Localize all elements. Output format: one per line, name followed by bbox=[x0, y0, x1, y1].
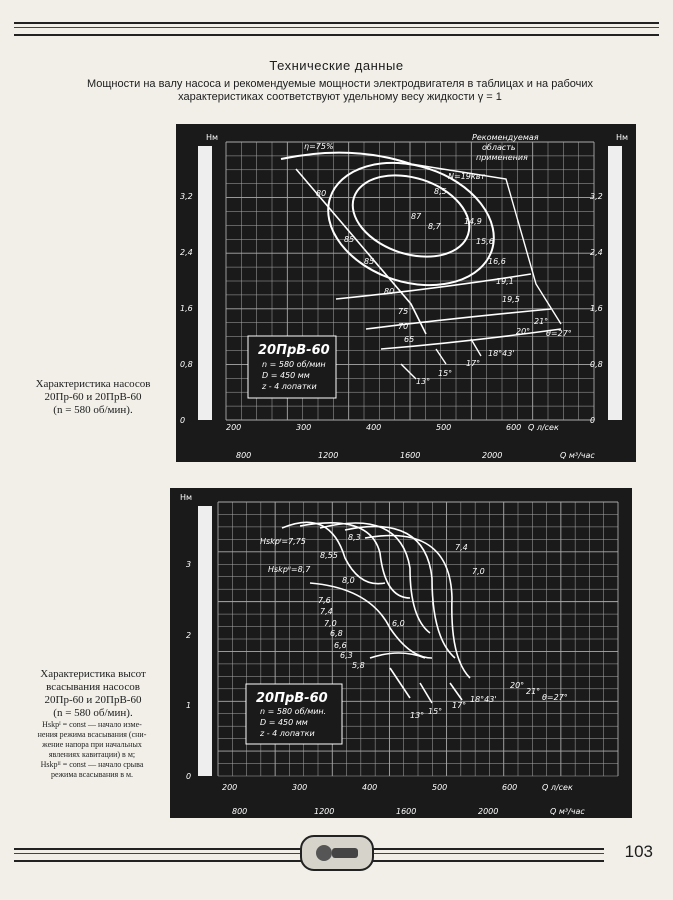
x-tick-label: 1200 bbox=[314, 807, 335, 816]
curve-label: 6,8 bbox=[330, 629, 343, 638]
figure2-note bbox=[14, 720, 170, 780]
figure2-hsk2-label: Hskpᴵᴵ=8,7 bbox=[268, 565, 311, 574]
figure1-recommended-2: область bbox=[482, 143, 516, 152]
y-tick-label: 3 bbox=[186, 560, 192, 569]
x-tick-label: 2000 bbox=[478, 807, 499, 816]
curve-label: 5,8 bbox=[352, 661, 365, 670]
curve-label: 7,0 bbox=[324, 619, 337, 628]
angle-label: 17° bbox=[452, 701, 467, 710]
y-tick-label: 1,6 bbox=[180, 304, 193, 313]
figure1-x-unit: Q л/сек bbox=[528, 423, 559, 432]
curve-label: 6,6 bbox=[334, 641, 347, 650]
figure2-spec-d: D = 450 мм bbox=[260, 718, 308, 727]
curve-label: 14,9 bbox=[464, 217, 482, 226]
y-tick-label: 0 bbox=[186, 772, 192, 781]
figure1-chart bbox=[176, 124, 636, 462]
curve-label: 70 bbox=[398, 322, 409, 331]
x-tick-label: 400 bbox=[366, 423, 382, 432]
subtitle-line-1: Мощности на валу насоса и рекомендуемые мощности электродвигателя в таблицах и на рабочих bbox=[86, 78, 594, 90]
x-tick-label: 1600 bbox=[400, 451, 421, 460]
figure1-recommended-3: применения bbox=[476, 153, 528, 162]
x-tick-label: 600 bbox=[506, 423, 522, 432]
caption-line: (n = 580 об/мин). bbox=[53, 404, 133, 416]
caption-line: Характеристика высот bbox=[40, 668, 146, 680]
caption-line: 20Пр-60 и 20ПрВ-60 bbox=[44, 694, 142, 706]
figure2-y-label: Нм bbox=[180, 493, 193, 502]
figure1-spec-n: n = 580 об/мин bbox=[262, 360, 326, 369]
y-tick-label: 0,8 bbox=[180, 360, 193, 369]
y-tick-label: 2,4 bbox=[590, 248, 603, 257]
figure1-right-scale-bar bbox=[608, 146, 622, 420]
curve-label: 8,5 bbox=[434, 187, 447, 196]
angle-label: θ=27° bbox=[542, 693, 568, 702]
curve-label: 87 bbox=[411, 212, 422, 221]
x-tick-label: 800 bbox=[232, 807, 248, 816]
curve-label: 8,7 bbox=[428, 222, 441, 231]
y-tick-label: 3,2 bbox=[180, 192, 193, 201]
angle-label: 21° bbox=[534, 317, 549, 326]
x-tick-label: 2000 bbox=[482, 451, 503, 460]
curve-label: 7,4 bbox=[455, 543, 468, 552]
figure1-left-scale-bar bbox=[198, 146, 212, 420]
top-rule bbox=[14, 22, 659, 36]
y-tick-label: 0 bbox=[180, 416, 186, 425]
x-tick-label: 500 bbox=[436, 423, 452, 432]
figure1-x-unit-m3: Q м³/час bbox=[560, 451, 595, 460]
figure1-spec-d: D = 450 мм bbox=[262, 371, 310, 380]
angle-label: 18°43' bbox=[470, 695, 497, 704]
figure2-x-unit: Q л/сек bbox=[542, 783, 573, 792]
angle-label: 17° bbox=[466, 359, 481, 368]
curve-label: 7,6 bbox=[318, 596, 331, 605]
page-subtitle bbox=[40, 78, 640, 104]
x-tick-label: 200 bbox=[226, 423, 242, 432]
note-line: нения режима всасывания (сни- bbox=[37, 730, 147, 739]
x-tick-label: 800 bbox=[236, 451, 252, 460]
curve-label: 85 bbox=[344, 235, 355, 244]
figure2-spec-n: n = 580 об/мин. bbox=[260, 707, 327, 716]
x-tick-label: 500 bbox=[432, 783, 448, 792]
curve-label: 65 bbox=[404, 335, 415, 344]
note-line: явлениях кавитации) в м; bbox=[48, 750, 136, 759]
figure1-y-label-right: Нм bbox=[616, 133, 629, 142]
caption-line: Характеристика насосов bbox=[35, 378, 151, 390]
curve-label: 8,55 bbox=[320, 551, 338, 560]
note-line: жение напора при начальных bbox=[42, 740, 142, 749]
y-tick-label: 2,4 bbox=[180, 248, 193, 257]
angle-label: 13° bbox=[416, 377, 431, 386]
y-tick-label: 0 bbox=[590, 416, 596, 425]
curve-label: 19,1 bbox=[496, 277, 514, 286]
curve-label: 7,4 bbox=[320, 607, 333, 616]
angle-label: 15° bbox=[438, 369, 453, 378]
curve-label: 85 bbox=[364, 257, 375, 266]
curve-label: 16,6 bbox=[488, 257, 506, 266]
caption-line: (n = 580 об/мин). bbox=[53, 707, 133, 719]
figure2-model: 20ПрВ-60 bbox=[256, 691, 328, 706]
figure1-recommended-1: Рекомендуемая bbox=[472, 133, 539, 142]
x-tick-label: 200 bbox=[222, 783, 238, 792]
y-tick-label: 0,8 bbox=[590, 360, 603, 369]
figure2-chart bbox=[170, 488, 632, 818]
subtitle-line-2: характеристиках соответствуют удельному весу жидкости γ = 1 bbox=[178, 91, 502, 103]
curve-label: 6,3 bbox=[340, 651, 353, 660]
curve-label: 8,3 bbox=[348, 533, 361, 542]
figure1-power-label: N=19квт bbox=[448, 172, 486, 181]
x-tick-label: 300 bbox=[292, 783, 308, 792]
angle-label: 18°43' bbox=[488, 349, 515, 358]
angle-label: θ=27° bbox=[546, 329, 572, 338]
caption-line: всасывания насосов bbox=[46, 681, 140, 693]
angle-label: 20° bbox=[516, 327, 531, 336]
figure1-caption bbox=[18, 378, 168, 417]
angle-label: 13° bbox=[410, 711, 425, 720]
y-tick-label: 1,6 bbox=[590, 304, 603, 313]
curve-label: 80 bbox=[316, 189, 327, 198]
curve-label: 6,0 bbox=[392, 619, 405, 628]
x-tick-label: 600 bbox=[502, 783, 518, 792]
figure1-spec-z: z - 4 лопатки bbox=[262, 382, 317, 391]
angle-label: 20° bbox=[510, 681, 525, 690]
note-line: Hskpᴵᴵ = const — начало срыва bbox=[40, 760, 144, 769]
figure1-y-label: Нм bbox=[206, 133, 219, 142]
note-line: режима всасывания в м. bbox=[50, 770, 134, 779]
caption-line: 20Пр-60 и 20ПрВ-60 bbox=[44, 391, 142, 403]
figure2-scale-bar bbox=[198, 506, 212, 776]
curve-label: 19,5 bbox=[502, 295, 520, 304]
x-tick-label: 400 bbox=[362, 783, 378, 792]
figure2-spec-z: z - 4 лопатки bbox=[260, 729, 315, 738]
x-tick-label: 1600 bbox=[396, 807, 417, 816]
y-tick-label: 1 bbox=[186, 701, 192, 710]
angle-label: 15° bbox=[428, 707, 443, 716]
page-number: 103 bbox=[624, 842, 653, 861]
figure2-hsk1-label: Hskpᴵ=7,75 bbox=[260, 537, 306, 546]
curve-label: 15,6 bbox=[476, 237, 494, 246]
y-tick-label: 3,2 bbox=[590, 192, 603, 201]
page-title: Технические данные bbox=[269, 58, 404, 73]
angle-label: 21° bbox=[526, 687, 541, 696]
curve-label: 80 bbox=[384, 287, 395, 296]
x-tick-label: 300 bbox=[296, 423, 312, 432]
y-tick-label: 2 bbox=[186, 631, 192, 640]
note-line: Hskpᴵ = const — начало изме- bbox=[42, 720, 142, 729]
curve-label: 75 bbox=[398, 307, 409, 316]
figure1-model: 20ПрВ-60 bbox=[258, 343, 330, 358]
pump-emblem-icon bbox=[300, 835, 374, 871]
curve-label: 7,0 bbox=[472, 567, 485, 576]
figure2-x-unit-m3: Q м³/час bbox=[550, 807, 585, 816]
figure1-eta-label: η=75% bbox=[304, 142, 334, 151]
figure2-caption bbox=[18, 668, 168, 720]
x-tick-label: 1200 bbox=[318, 451, 339, 460]
curve-label: 8,0 bbox=[342, 576, 355, 585]
